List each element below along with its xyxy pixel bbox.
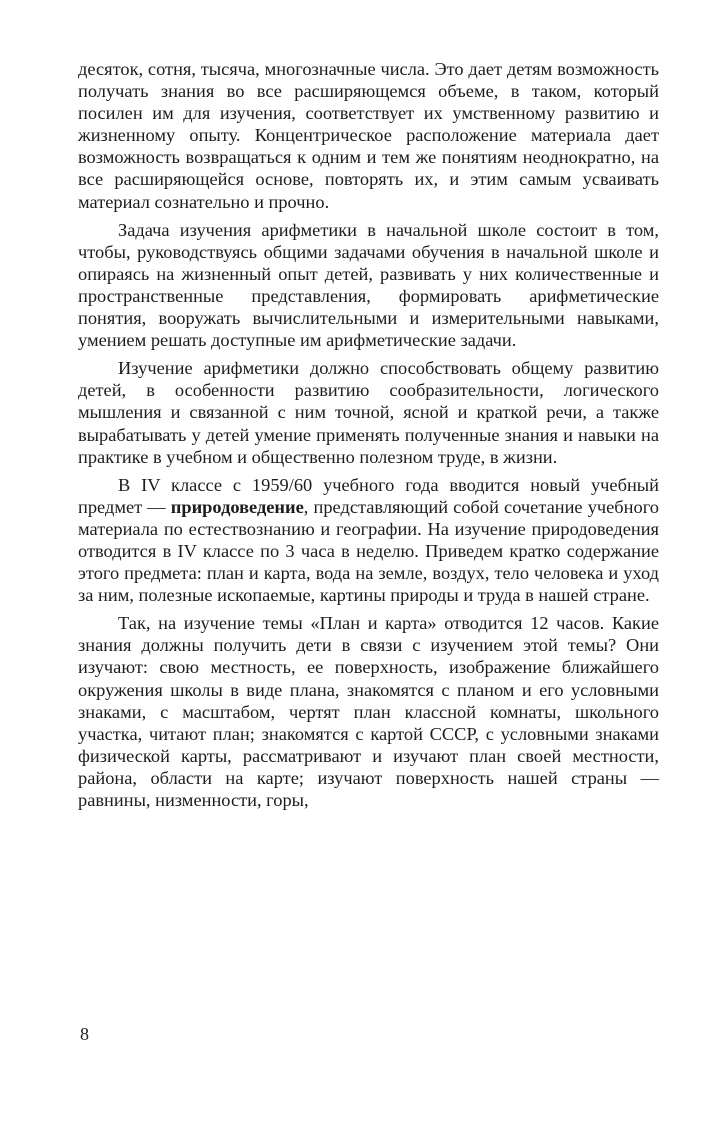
paragraph-4	[78, 474, 659, 607]
page-text-column	[78, 58, 659, 817]
paragraph-4-rest: , представляющий собой сочетание учебного материала по естествознанию и географии. На изучение природоведения отводится в IV классе по 3 часа в неделю. Приведем кратко содержание этого предмета: план и карта, вода на земле, воздух, тело человека и уход за ним, полезные ископаемые, картины природы и труда в нашей стране.	[78, 496, 659, 606]
paragraph-4-intro: В IV классе с 1959/60 учебного года вводится новый учебный предмет —	[78, 474, 659, 517]
paragraph-5: Так, на изучение темы «План и карта» отводится 12 часов. Какие знания должны получить дети в связи с изучением этой темы? Они изучают: свою местность, ее поверхность, изображение ближайшего окружения школы в виде плана, знакомятся с планом и его условными знаками, с масштабом, чертят план классной комнаты, школьного участка, читают план; знакомятся с картой СССР, с условными знаками физической карты, рассматривают и изучают план своей местности, района, области на карте; изучают поверхность нашей страны — равнины, низменности, горы,	[78, 613, 659, 810]
paragraph-3: Изучение арифметики должно способствовать общему развитию детей, в особенности развитию сообразительности, логического мышления и связанной с ним точной, ясной и краткой речи, а также вырабатывать у детей умение применять полученные знания и навыки на практике в учебном и общественно полезном труде, в жизни.	[78, 358, 659, 467]
paragraph-2: Задача изучения арифметики в начальной школе состоит в том, чтобы, руководствуясь общими задачами обучения в начальной школе и опираясь на жизненный опыт детей, развивать у них количественные и пространственные представления, формировать арифметические понятия, вооружать вычислительными и измерительными навыками, умением решать доступные им арифметические задачи.	[78, 219, 659, 351]
subject-term-prirodovedenie: природоведение	[170, 496, 304, 517]
page-number: 8	[80, 1024, 89, 1044]
paragraph-1: десяток, сотня, тысяча, многозначные числа. Это дает детям возможность получать знания во все расширяющемся объеме, в таком, который посилен им для изучения, соответствует их умственному развитию и жизненному опыту. Концентрическое расположение материала дает возможность возвращаться к одним и тем же понятиям неоднократно, на все расширяющейся основе, повторять их, и этим самым усваивать материал сознательно и прочно.	[78, 59, 659, 212]
